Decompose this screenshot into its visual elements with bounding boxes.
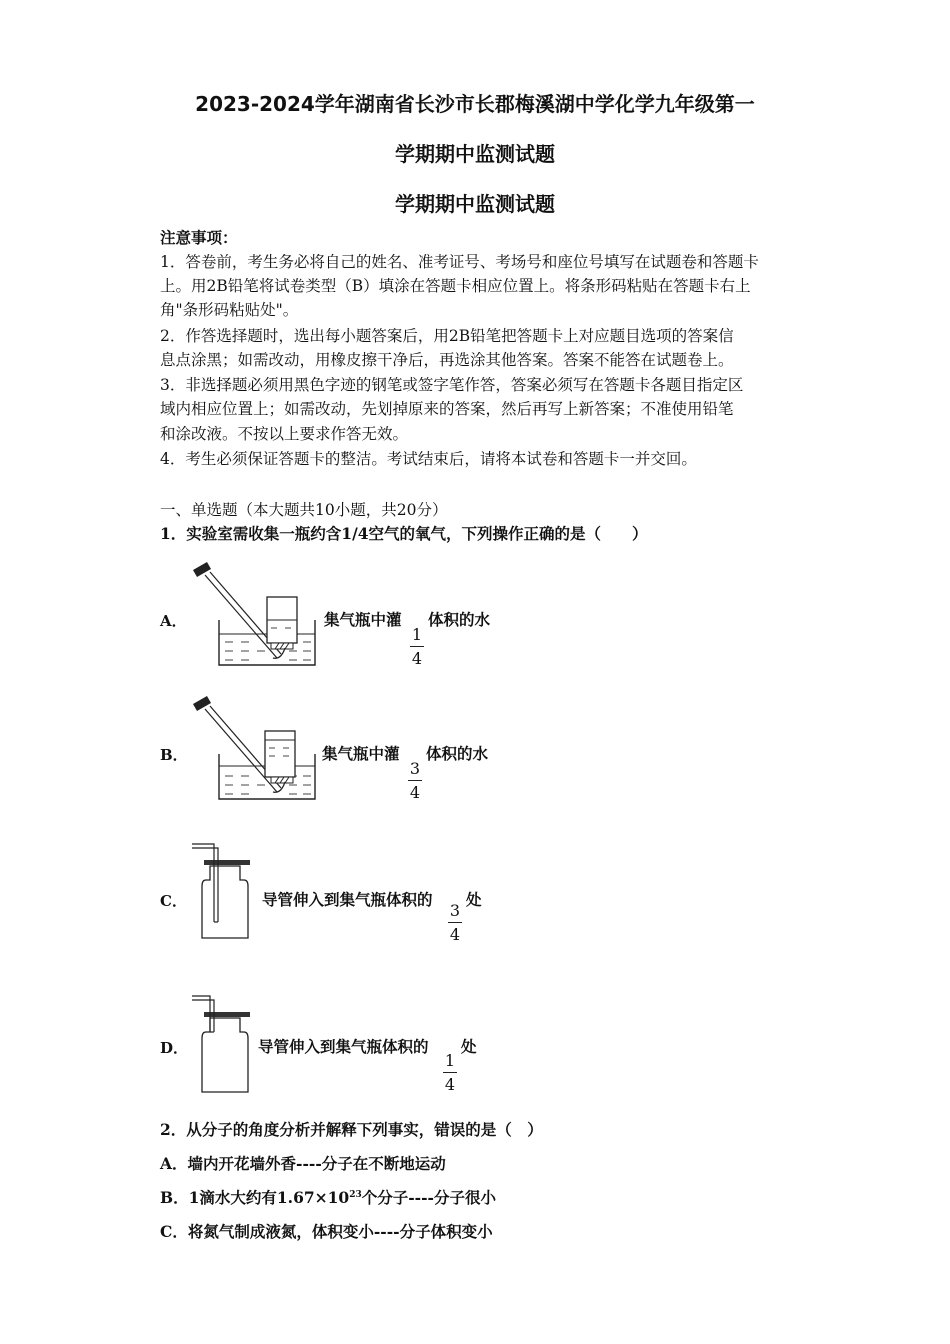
option-b-text-post: 个分子----分子很小 [361, 1188, 496, 1207]
notes-line: 上。用2B铅笔将试卷类型（B）填涂在答题卡相应位置上。将条形码粘贴在答题卡右上 [160, 277, 751, 295]
fraction-denominator: 4 [411, 649, 423, 668]
option-b-exponent: 23 [349, 1189, 362, 1200]
option-d-text-before: 导管伸入到集气瓶体积的 [258, 1037, 429, 1056]
notes-line: 2．作答选择题时，选出每小题答案后，用2B铅笔把答题卡上对应题目选项的答案信 [160, 327, 734, 345]
question-2-option-b [160, 1188, 496, 1208]
fraction-denominator: 4 [444, 1075, 456, 1094]
option-b-label: B． [160, 746, 188, 764]
option-b-text-before: 集气瓶中灌 [322, 744, 400, 763]
option-d-fraction [443, 1052, 457, 1094]
notes-line: 和涂改液。不按以上要求作答无效。 [160, 425, 409, 443]
page-title-line-3: 学期期中监测试题 [395, 192, 555, 216]
notes-line: 4．考生必须保证答题卡的整洁。考试结束后，请将本试卷和答题卡一并交回。 [160, 450, 697, 468]
fraction-bar [448, 922, 462, 923]
option-b-text-after: 体积的水 [426, 744, 489, 763]
fraction-bar [410, 646, 424, 647]
option-a-label: A． [160, 612, 187, 630]
question-1-stem: 1．实验室需收集一瓶约含1/4空气的氧气，下列操作正确的是（ ） [160, 524, 648, 543]
option-a-fraction [410, 626, 424, 668]
page-title-line-1: 2023-2024学年湖南省长沙市长郡梅溪湖中学化学九年级第一 [195, 92, 755, 116]
option-a-text-after: 体积的水 [428, 610, 491, 629]
section-heading: 一、单选题（本大题共10小题，共20分） [160, 501, 448, 519]
notes-line: 角"条形码粘贴处"。 [160, 301, 299, 319]
fraction-numerator: 1 [444, 1051, 456, 1070]
option-d-label: D． [160, 1039, 189, 1057]
option-a-text-before: 集气瓶中灌 [324, 610, 402, 629]
option-c-text-after: 处 [466, 890, 482, 909]
question-2-stem: 2．从分子的角度分析并解释下列事实，错误的是（ ） [160, 1120, 543, 1139]
fraction-numerator: 1 [411, 625, 423, 644]
notes-line: 域内相应位置上；如需改动，先划掉原来的答案，然后再写上新答案；不准使用铅笔 [160, 400, 734, 418]
option-c-text-before: 导管伸入到集气瓶体积的 [262, 890, 433, 909]
water-trough-three-quarter-water-diagram [185, 694, 325, 806]
notes-line: 息点涂黑；如需改动，用橡皮擦干净后，再选涂其他答案。答案不能答在试题卷上。 [160, 351, 734, 369]
fraction-bar [408, 780, 422, 781]
option-c-fraction [448, 902, 462, 944]
fraction-numerator: 3 [409, 759, 421, 778]
fraction-bar [443, 1072, 457, 1073]
gas-bottle-shallow-tube-diagram [190, 990, 260, 1096]
question-2-option-c: C．将氮气制成液氮，体积变小----分子体积变小 [160, 1222, 493, 1241]
notes-line: 3．非选择题必须用黑色字迹的钢笔或签字笔作答，答案必须写在答题卡各题目指定区 [160, 376, 744, 394]
page-title-line-2: 学期期中监测试题 [395, 142, 555, 166]
option-b-fraction [408, 760, 422, 802]
fraction-numerator: 3 [449, 901, 461, 920]
gas-bottle-deep-tube-diagram [190, 838, 260, 944]
notes-line: 1．答卷前，考生务必将自己的姓名、准考证号、考场号和座位号填写在试题卷和答题卡 [160, 253, 759, 271]
fraction-denominator: 4 [409, 783, 421, 802]
option-c-label: C． [160, 892, 187, 910]
fraction-denominator: 4 [449, 925, 461, 944]
notes-heading: 注意事项： [160, 228, 238, 247]
option-d-text-after: 处 [461, 1037, 477, 1056]
question-2-option-a: A．墙内开花墙外香----分子在不断地运动 [160, 1154, 446, 1173]
option-b-text-pre: B．1滴水大约有1.67×10 [160, 1188, 350, 1207]
water-trough-quarter-water-diagram [185, 560, 325, 672]
